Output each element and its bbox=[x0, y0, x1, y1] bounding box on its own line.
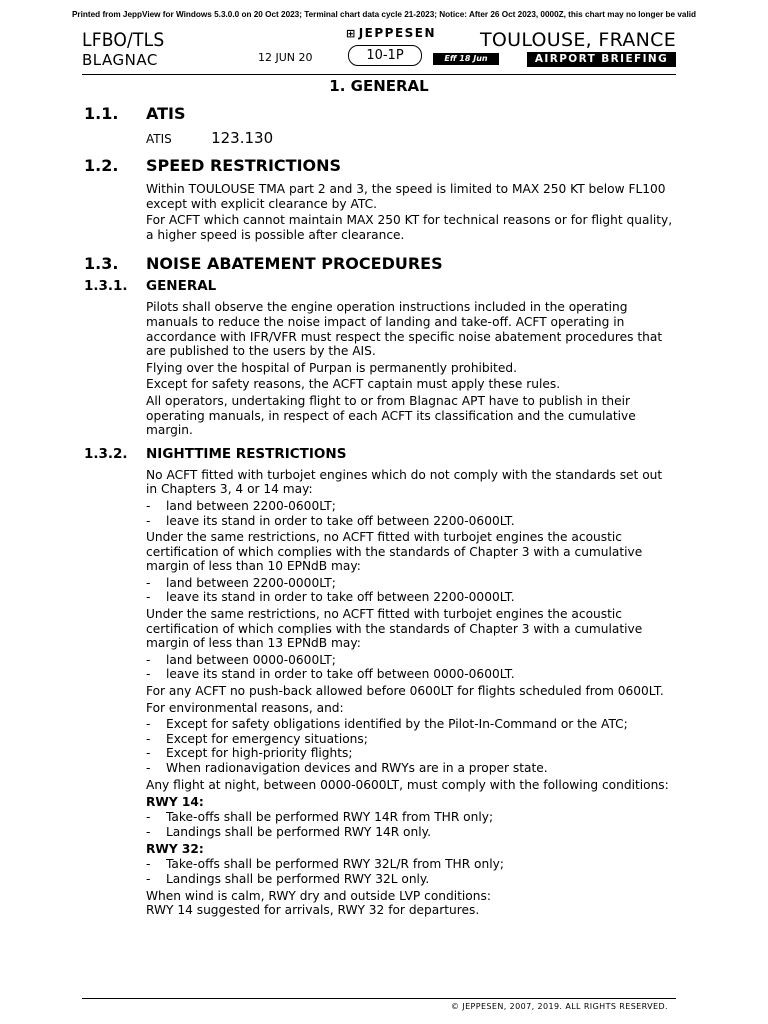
brand-text: JEPPESEN bbox=[358, 26, 437, 40]
list-item-text: Landings shall be performed RWY 32L only. bbox=[166, 871, 430, 886]
paragraph: When wind is calm, RWY dry and outside LVP conditions: bbox=[146, 888, 491, 903]
copyright: © JEPPESEN, 2007, 2019. ALL RIGHTS RESERVED. bbox=[450, 1002, 668, 1011]
paragraph: Flying over the hospital of Purpan is permanently prohibited. bbox=[146, 360, 517, 375]
list-item: - leave its stand in order to take off between 2200-0000LT. bbox=[146, 590, 515, 605]
atis-frequency: 123.130 bbox=[211, 129, 274, 147]
rwy14-label: RWY 14: bbox=[146, 795, 204, 810]
paragraph: No ACFT fitted with turbojet engines which do not comply with the standards set out in Chapters 3, 4 or 14 may: bbox=[146, 467, 663, 497]
jeppesen-mark-icon: ⊞ bbox=[346, 27, 357, 40]
list-item: - Landings shall be performed RWY 32L only. bbox=[146, 871, 430, 886]
list-item-text: Take-offs shall be performed RWY 14R from THR only; bbox=[166, 810, 494, 825]
chart-type: AIRPORT BRIEFING bbox=[527, 52, 676, 67]
heading-title: NOISE ABATEMENT PROCEDURES bbox=[146, 254, 443, 274]
list-item-text: land between 2200-0000LT; bbox=[166, 575, 336, 590]
chart-number: 10-1P bbox=[348, 45, 422, 66]
list-item: - Except for emergency situations; bbox=[146, 731, 368, 746]
subheading-number: 1.3.1. bbox=[84, 278, 128, 295]
paragraph: All operators, undertaking flight to or from Blagnac APT have to publish in their operating manuals, in respect of each ACFT its classification and the cumulative margin. bbox=[146, 393, 636, 438]
chart-header bbox=[0, 26, 768, 80]
chart-content bbox=[0, 104, 768, 920]
paragraph: For ACFT which cannot maintain MAX 250 KT for technical reasons or for flight quality, a higher speed is possible after clearance. bbox=[146, 213, 673, 242]
effective-date: Eff 18 Jun bbox=[433, 53, 499, 65]
subheading-title: NIGHTTIME RESTRICTIONS bbox=[146, 445, 347, 462]
paragraph: RWY 14 suggested for arrivals, RWY 32 for departures. bbox=[146, 903, 480, 918]
paragraph: Within TOULOUSE TMA part 2 and 3, the speed is limited to MAX 250 KT below FL100 except with explicit clearance by ATC. bbox=[146, 182, 666, 211]
list-item-text: land between 0000-0600LT; bbox=[166, 652, 336, 667]
subheading-nighttime bbox=[0, 446, 768, 466]
paragraph: Under the same restrictions, no ACFT fitted with turbojet engines the acoustic certification of which complies with the standards of Chapter 3 with a cumulative margin of less than 10 EPNdB may: bbox=[146, 530, 643, 574]
paragraph: Under the same restrictions, no ACFT fitted with turbojet engines the acoustic certification of which complies with the standards of Chapter 3 with a cumulative margin of less than 13 EPNdB may: bbox=[146, 607, 643, 651]
list-item-text: Landings shall be performed RWY 14R only. bbox=[166, 824, 431, 839]
paragraph: For any ACFT no push-back allowed before 0600LT for flights scheduled from 0600LT. bbox=[146, 684, 664, 699]
airport-name: BLAGNAC bbox=[82, 51, 158, 69]
list-item: - Take-offs shall be performed RWY 14R from THR only; bbox=[146, 810, 494, 825]
paragraph: Pilots shall observe the engine operation instructions included in the operating manuals to reduce the noise impact of landing and take-off. ACFT operating in accordance with IFR/VFR must respect the specific noise abatement procedures that are published to the users by the AIS. bbox=[146, 300, 663, 359]
heading-noise-abatement bbox=[0, 254, 768, 278]
heading-number: 1.2. bbox=[84, 156, 119, 175]
heading-speed-restrictions bbox=[0, 156, 768, 180]
subheading-general bbox=[0, 278, 768, 298]
list-item-text: leave its stand in order to take off between 2200-0600LT. bbox=[166, 513, 515, 528]
list-item-text: When radionavigation devices and RWYs are in a proper state. bbox=[166, 761, 548, 775]
heading-number: 1.1. bbox=[84, 104, 119, 123]
print-notice: Printed from JeppView for Windows 5.3.0.0 on 20 Oct 2023; Terminal chart data cycle 21-2023; Notice: After 26 Oct 2023, 0000Z, this chart may no longer be valid bbox=[71, 10, 697, 19]
section-title: 1. GENERAL bbox=[329, 77, 429, 95]
list-item-text: Except for safety obligations identified by the Pilot-In-Command or the ATC; bbox=[166, 717, 628, 732]
list-item: - leave its stand in order to take off between 2200-0600LT. bbox=[146, 513, 515, 528]
list-item: - land between 2200-0600LT; bbox=[146, 498, 336, 513]
list-item: - When radionavigation devices and RWYs are in a proper state. bbox=[146, 761, 548, 775]
list-item: - Except for safety obligations identified by the Pilot-In-Command or the ATC; bbox=[146, 717, 628, 732]
subheading-number: 1.3.2. bbox=[84, 445, 128, 462]
city-name: TOULOUSE, FRANCE bbox=[479, 29, 676, 51]
heading-atis bbox=[0, 104, 768, 128]
heading-title: SPEED RESTRICTIONS bbox=[146, 156, 342, 175]
header-rule bbox=[82, 74, 676, 75]
subheading-title: GENERAL bbox=[146, 278, 217, 295]
list-item-text: Except for high-priority flights; bbox=[166, 746, 353, 761]
footer-rule bbox=[82, 998, 676, 999]
paragraph: Except for safety reasons, the ACFT captain must apply these rules. bbox=[146, 377, 561, 392]
list-item-text: Except for emergency situations; bbox=[166, 731, 368, 746]
list-item-text: land between 2200-0600LT; bbox=[166, 498, 336, 513]
list-item: - land between 0000-0600LT; bbox=[146, 652, 336, 667]
heading-title: ATIS bbox=[146, 104, 186, 123]
list-item: - Except for high-priority flights; bbox=[146, 746, 353, 761]
chart-date: 12 JUN 20 bbox=[258, 51, 313, 64]
airport-icao: LFBO/TLS bbox=[82, 29, 165, 51]
list-item-text: leave its stand in order to take off between 2200-0000LT. bbox=[166, 590, 515, 605]
rwy32-label: RWY 32: bbox=[146, 842, 204, 857]
list-item-text: leave its stand in order to take off between 0000-0600LT. bbox=[166, 667, 515, 682]
list-item: - Landings shall be performed RWY 14R only. bbox=[146, 824, 431, 839]
paragraph: Any flight at night, between 0000-0600LT, must comply with the following conditions: bbox=[146, 777, 669, 792]
heading-number: 1.3. bbox=[84, 254, 119, 274]
list-item-text: Take-offs shall be performed RWY 32L/R from THR only; bbox=[166, 857, 504, 872]
atis-row bbox=[146, 128, 768, 150]
atis-label: ATIS bbox=[146, 132, 172, 146]
list-item: - leave its stand in order to take off between 0000-0600LT. bbox=[146, 667, 515, 682]
list-item: - land between 2200-0000LT; bbox=[146, 575, 336, 590]
list-item: - Take-offs shall be performed RWY 32L/R from THR only; bbox=[146, 857, 504, 872]
paragraph: For environmental reasons, and: bbox=[146, 700, 344, 715]
jeppesen-logo bbox=[346, 26, 436, 40]
